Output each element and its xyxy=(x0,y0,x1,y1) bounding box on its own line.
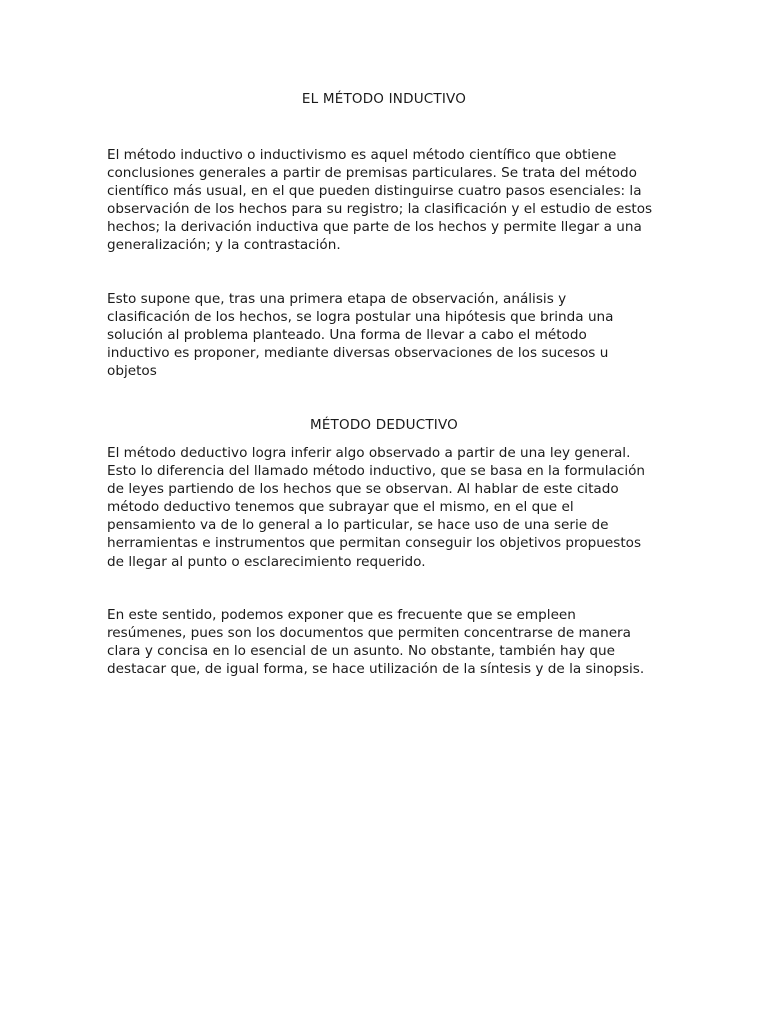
paragraph-inductive-definition xyxy=(107,146,667,255)
paragraph-deductive-definition xyxy=(107,444,667,571)
text-line: científico más usual, en el que pueden distinguirse cuatro pasos esenciales: la xyxy=(107,183,642,200)
text-line: objetos xyxy=(107,363,157,380)
text-line: destacar que, de igual forma, se hace utilización de la síntesis y de la sinopsis. xyxy=(107,661,645,678)
text-line: de leyes partiendo de los hechos que se observan. Al hablar de este citado xyxy=(107,481,619,498)
text-line: solución al problema planteado. Una forma de llevar a cabo el método xyxy=(107,327,587,344)
text-line: El método deductivo logra inferir algo observado a partir de una ley general. xyxy=(107,445,631,461)
text-line: inductivo es proponer, mediante diversas observaciones de los sucesos u xyxy=(107,345,609,362)
text-line: de llegar al punto o esclarecimiento requerido. xyxy=(107,553,426,570)
text-line: clasificación de los hechos, se logra postular una hipótesis que brinda una xyxy=(107,309,614,326)
text-line: En este sentido, podemos exponer que es frecuente que se empleen xyxy=(107,607,576,623)
paragraph-inductive-process xyxy=(107,290,667,380)
text-line: Esto lo diferencia del llamado método inductivo, que se basa en la formulación xyxy=(107,463,646,480)
text-line: clara y concisa en lo esencial de un asunto. No obstante, también hay que xyxy=(107,643,615,660)
text-line: hechos; la derivación inductiva que parte de los hechos y permite llegar a una xyxy=(107,219,642,236)
paragraph-deductive-summaries xyxy=(107,606,667,678)
text-line: método deductivo tenemos que subrayar que el mismo, en el que el xyxy=(107,499,574,516)
text-line: observación de los hechos para su registro; la clasificación y el estudio de estos xyxy=(107,201,653,218)
text-line: herramientas e instrumentos que permitan conseguir los objetivos propuestos xyxy=(107,535,642,552)
text-line: generalización; y la contrastación. xyxy=(107,237,341,254)
text-line: Esto supone que, tras una primera etapa de observación, análisis y xyxy=(107,291,567,307)
text-line: resúmenes, pues son los documentos que permiten concentrarse de manera xyxy=(107,625,631,642)
text-line: pensamiento va de lo general a lo particular, se hace uso de una serie de xyxy=(107,517,609,534)
text-line: conclusiones generales a partir de premisas particulares. Se trata del método xyxy=(107,165,637,182)
heading-deductive-method: MÉTODO DEDUCTIVO xyxy=(309,417,459,433)
heading-inductive-method: EL MÉTODO INDUCTIVO xyxy=(301,91,467,107)
text-line: El método inductivo o inductivismo es aquel método científico que obtiene xyxy=(107,147,617,163)
